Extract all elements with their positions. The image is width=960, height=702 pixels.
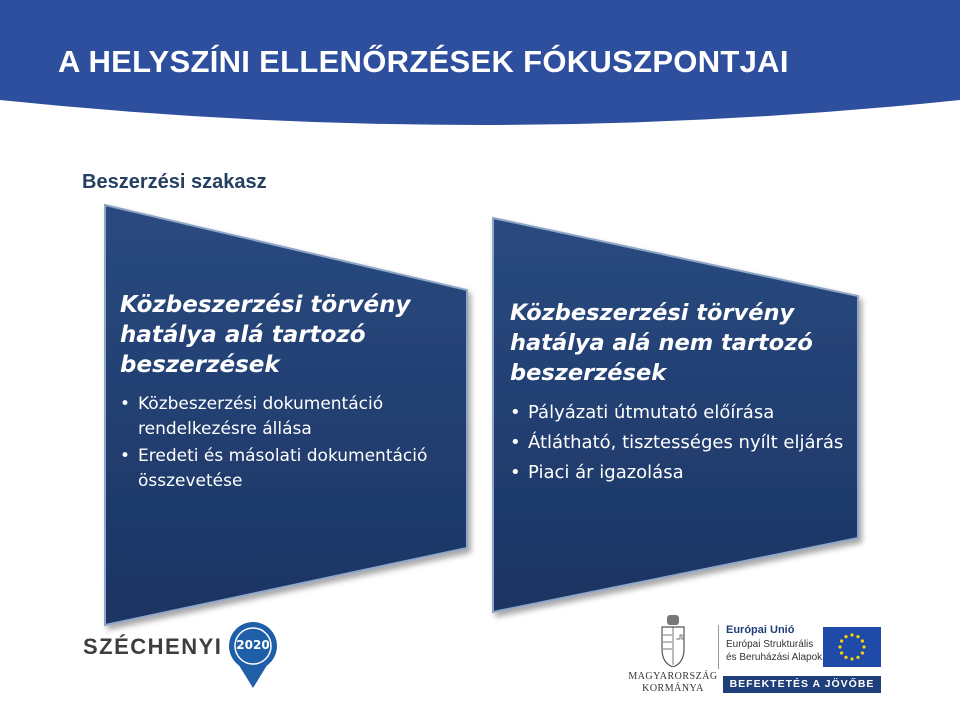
bullet-item: • Közbeszerzési dokumentáció rendelkezésre állása [120,392,450,442]
right-panel-content [510,298,850,490]
eu-funds-line2: és Beruházási Alapok [726,652,823,663]
map-pin-icon [223,620,283,690]
coat-of-arms-icon [658,615,688,667]
left-panel-bullets [120,392,450,494]
szechenyi-year: 2020 [236,638,270,652]
eu-slogan-banner: BEFEKTETÉS A JÖVŐBE [723,676,881,693]
left-panel-content [120,290,450,496]
eu-name: Európai Unió [726,624,795,636]
eu-flag-icon [823,627,881,667]
logo-divider [718,625,719,669]
government-logo [628,615,718,695]
government-name-line1: MAGYARORSZÁG [628,671,718,682]
bullet-item: • Pályázati útmutató előírása [510,400,850,426]
eu-funds-line1: Európai Strukturális [726,639,814,650]
bullet-item: • Eredeti és másolati dokumentáció összevetése [120,444,450,494]
right-panel-bullets [510,400,850,486]
government-name-line2: KORMÁNYA [642,683,704,694]
bullet-item: • Átlátható, tisztességes nyílt eljárás [510,430,850,456]
section-label: Beszerzési szakasz [82,171,267,193]
szechenyi-2020-logo [83,620,283,690]
page-title: A HELYSZÍNI ELLENŐRZÉSEK FÓKUSZPONTJAI [58,44,789,79]
szechenyi-text: SZÉCHENYI [83,634,223,659]
bullet-item: • Piaci ár igazolása [510,460,850,486]
left-panel-heading: Közbeszerzési törvény hatálya alá tartozó beszerzések [120,292,411,378]
right-panel-heading: Közbeszerzési törvény hatálya alá nem tartozó beszerzések [510,300,813,386]
